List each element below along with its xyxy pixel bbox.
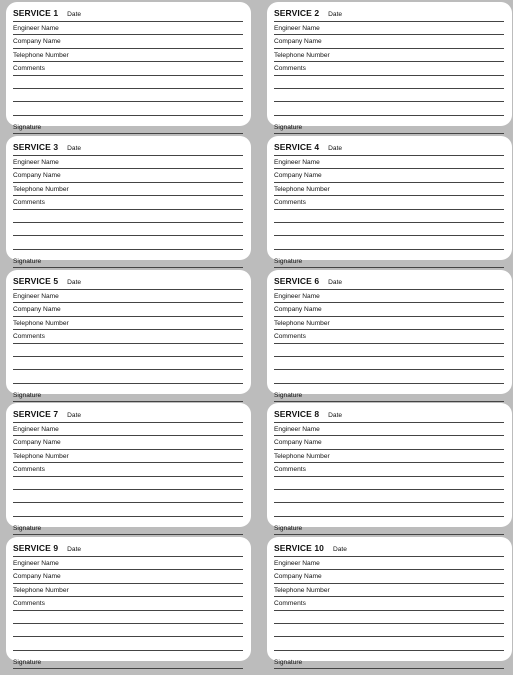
comments-line[interactable] bbox=[274, 210, 504, 223]
service-title: SERVICE 4 bbox=[274, 142, 320, 152]
company-name-field[interactable]: Company Name bbox=[274, 169, 504, 182]
date-field[interactable]: Date bbox=[67, 546, 82, 553]
service-header bbox=[274, 142, 504, 156]
comments-line[interactable] bbox=[13, 210, 243, 223]
telephone-number-field[interactable]: Telephone Number bbox=[274, 49, 504, 62]
comments-line[interactable] bbox=[13, 503, 243, 516]
comments-field[interactable]: Comments bbox=[274, 463, 504, 476]
service-card bbox=[6, 403, 251, 532]
comments-line[interactable] bbox=[274, 477, 504, 490]
comments-line[interactable] bbox=[13, 223, 243, 236]
comments-line[interactable] bbox=[13, 611, 243, 624]
comments-line[interactable] bbox=[274, 236, 504, 249]
date-field[interactable]: Date bbox=[328, 412, 343, 419]
service-header bbox=[13, 8, 243, 22]
comments-line[interactable] bbox=[13, 490, 243, 503]
comments-field[interactable]: Comments bbox=[274, 330, 504, 343]
service-header bbox=[13, 409, 243, 423]
telephone-number-field[interactable]: Telephone Number bbox=[13, 49, 243, 62]
date-field[interactable]: Date bbox=[332, 546, 347, 553]
comments-field[interactable]: Comments bbox=[13, 463, 243, 476]
comments-line[interactable] bbox=[13, 477, 243, 490]
comments-line[interactable] bbox=[13, 102, 243, 115]
service-header bbox=[13, 543, 243, 557]
comments-field[interactable]: Comments bbox=[274, 196, 504, 209]
comments-line[interactable] bbox=[274, 611, 504, 624]
service-card bbox=[6, 136, 251, 265]
date-field[interactable]: Date bbox=[67, 145, 82, 152]
date-field[interactable]: Date bbox=[328, 279, 343, 286]
company-name-field[interactable]: Company Name bbox=[274, 303, 504, 316]
service-header bbox=[274, 8, 504, 22]
service-card bbox=[267, 270, 512, 399]
service-title: SERVICE 8 bbox=[274, 409, 320, 419]
comments-line[interactable] bbox=[13, 236, 243, 249]
service-card bbox=[267, 403, 512, 532]
comments-line[interactable] bbox=[13, 89, 243, 102]
comments-line[interactable] bbox=[274, 503, 504, 516]
service-header bbox=[274, 409, 504, 423]
company-name-field[interactable]: Company Name bbox=[274, 570, 504, 583]
service-card bbox=[267, 537, 512, 666]
signature-field[interactable]: Signature bbox=[13, 384, 243, 402]
telephone-number-field[interactable]: Telephone Number bbox=[13, 584, 243, 597]
engineer-name-field[interactable]: Engineer Name bbox=[274, 156, 504, 169]
date-field[interactable]: Date bbox=[67, 412, 82, 419]
engineer-name-field[interactable]: Engineer Name bbox=[274, 423, 504, 436]
service-title: SERVICE 9 bbox=[13, 543, 59, 553]
service-title: SERVICE 3 bbox=[13, 142, 59, 152]
comments-line[interactable] bbox=[274, 102, 504, 115]
telephone-number-field[interactable]: Telephone Number bbox=[13, 183, 243, 196]
service-title: SERVICE 7 bbox=[13, 409, 59, 419]
engineer-name-field[interactable]: Engineer Name bbox=[13, 423, 243, 436]
telephone-number-field[interactable]: Telephone Number bbox=[274, 450, 504, 463]
comments-line[interactable] bbox=[13, 344, 243, 357]
engineer-name-field[interactable]: Engineer Name bbox=[13, 156, 243, 169]
company-name-field[interactable]: Company Name bbox=[13, 436, 243, 449]
service-card bbox=[6, 270, 251, 399]
comments-field[interactable]: Comments bbox=[274, 597, 504, 610]
date-field[interactable]: Date bbox=[328, 11, 343, 18]
engineer-name-field[interactable]: Engineer Name bbox=[274, 290, 504, 303]
engineer-name-field[interactable]: Engineer Name bbox=[274, 557, 504, 570]
signature-field[interactable]: Signature bbox=[13, 116, 243, 134]
signature-field[interactable]: Signature bbox=[274, 116, 504, 134]
service-title: SERVICE 5 bbox=[13, 276, 59, 286]
comments-field[interactable]: Comments bbox=[274, 62, 504, 75]
date-field[interactable]: Date bbox=[67, 11, 82, 18]
service-header bbox=[274, 543, 504, 557]
engineer-name-field[interactable]: Engineer Name bbox=[13, 22, 243, 35]
comments-line[interactable] bbox=[13, 624, 243, 637]
comments-line[interactable] bbox=[13, 637, 243, 650]
telephone-number-field[interactable]: Telephone Number bbox=[274, 317, 504, 330]
service-header bbox=[13, 142, 243, 156]
comments-field[interactable]: Comments bbox=[13, 62, 243, 75]
comments-line[interactable] bbox=[274, 76, 504, 89]
signature-field[interactable]: Signature bbox=[13, 250, 243, 268]
comments-line[interactable] bbox=[274, 624, 504, 637]
service-header bbox=[274, 276, 504, 290]
telephone-number-field[interactable]: Telephone Number bbox=[13, 317, 243, 330]
service-title: SERVICE 10 bbox=[274, 543, 324, 553]
telephone-number-field[interactable]: Telephone Number bbox=[13, 450, 243, 463]
comments-line[interactable] bbox=[274, 357, 504, 370]
service-card bbox=[6, 2, 251, 131]
service-title: SERVICE 6 bbox=[274, 276, 320, 286]
comments-line[interactable] bbox=[13, 357, 243, 370]
signature-field[interactable]: Signature bbox=[13, 517, 243, 535]
engineer-name-field[interactable]: Engineer Name bbox=[13, 557, 243, 570]
comments-line[interactable] bbox=[13, 370, 243, 383]
comments-line[interactable] bbox=[274, 89, 504, 102]
service-card bbox=[267, 2, 512, 131]
engineer-name-field[interactable]: Engineer Name bbox=[274, 22, 504, 35]
date-field[interactable]: Date bbox=[67, 279, 82, 286]
comments-line[interactable] bbox=[274, 490, 504, 503]
signature-field[interactable]: Signature bbox=[13, 651, 243, 669]
service-title: SERVICE 1 bbox=[13, 8, 59, 18]
company-name-field[interactable]: Company Name bbox=[13, 35, 243, 48]
company-name-field[interactable]: Company Name bbox=[13, 169, 243, 182]
signature-field[interactable]: Signature bbox=[274, 651, 504, 669]
signature-field[interactable]: Signature bbox=[274, 250, 504, 268]
comments-line[interactable] bbox=[274, 344, 504, 357]
company-name-field[interactable]: Company Name bbox=[274, 436, 504, 449]
engineer-name-field[interactable]: Engineer Name bbox=[13, 290, 243, 303]
service-header bbox=[13, 276, 243, 290]
company-name-field[interactable]: Company Name bbox=[13, 303, 243, 316]
company-name-field[interactable]: Company Name bbox=[274, 35, 504, 48]
signature-field[interactable]: Signature bbox=[274, 384, 504, 402]
service-card bbox=[267, 136, 512, 265]
comments-field[interactable]: Comments bbox=[13, 196, 243, 209]
service-title: SERVICE 2 bbox=[274, 8, 320, 18]
comments-field[interactable]: Comments bbox=[13, 330, 243, 343]
service-card bbox=[6, 537, 251, 666]
comments-line[interactable] bbox=[274, 637, 504, 650]
telephone-number-field[interactable]: Telephone Number bbox=[274, 183, 504, 196]
comments-line[interactable] bbox=[274, 223, 504, 236]
signature-field[interactable]: Signature bbox=[274, 517, 504, 535]
comments-field[interactable]: Comments bbox=[13, 597, 243, 610]
comments-line[interactable] bbox=[274, 370, 504, 383]
comments-line[interactable] bbox=[13, 76, 243, 89]
telephone-number-field[interactable]: Telephone Number bbox=[274, 584, 504, 597]
date-field[interactable]: Date bbox=[328, 145, 343, 152]
company-name-field[interactable]: Company Name bbox=[13, 570, 243, 583]
